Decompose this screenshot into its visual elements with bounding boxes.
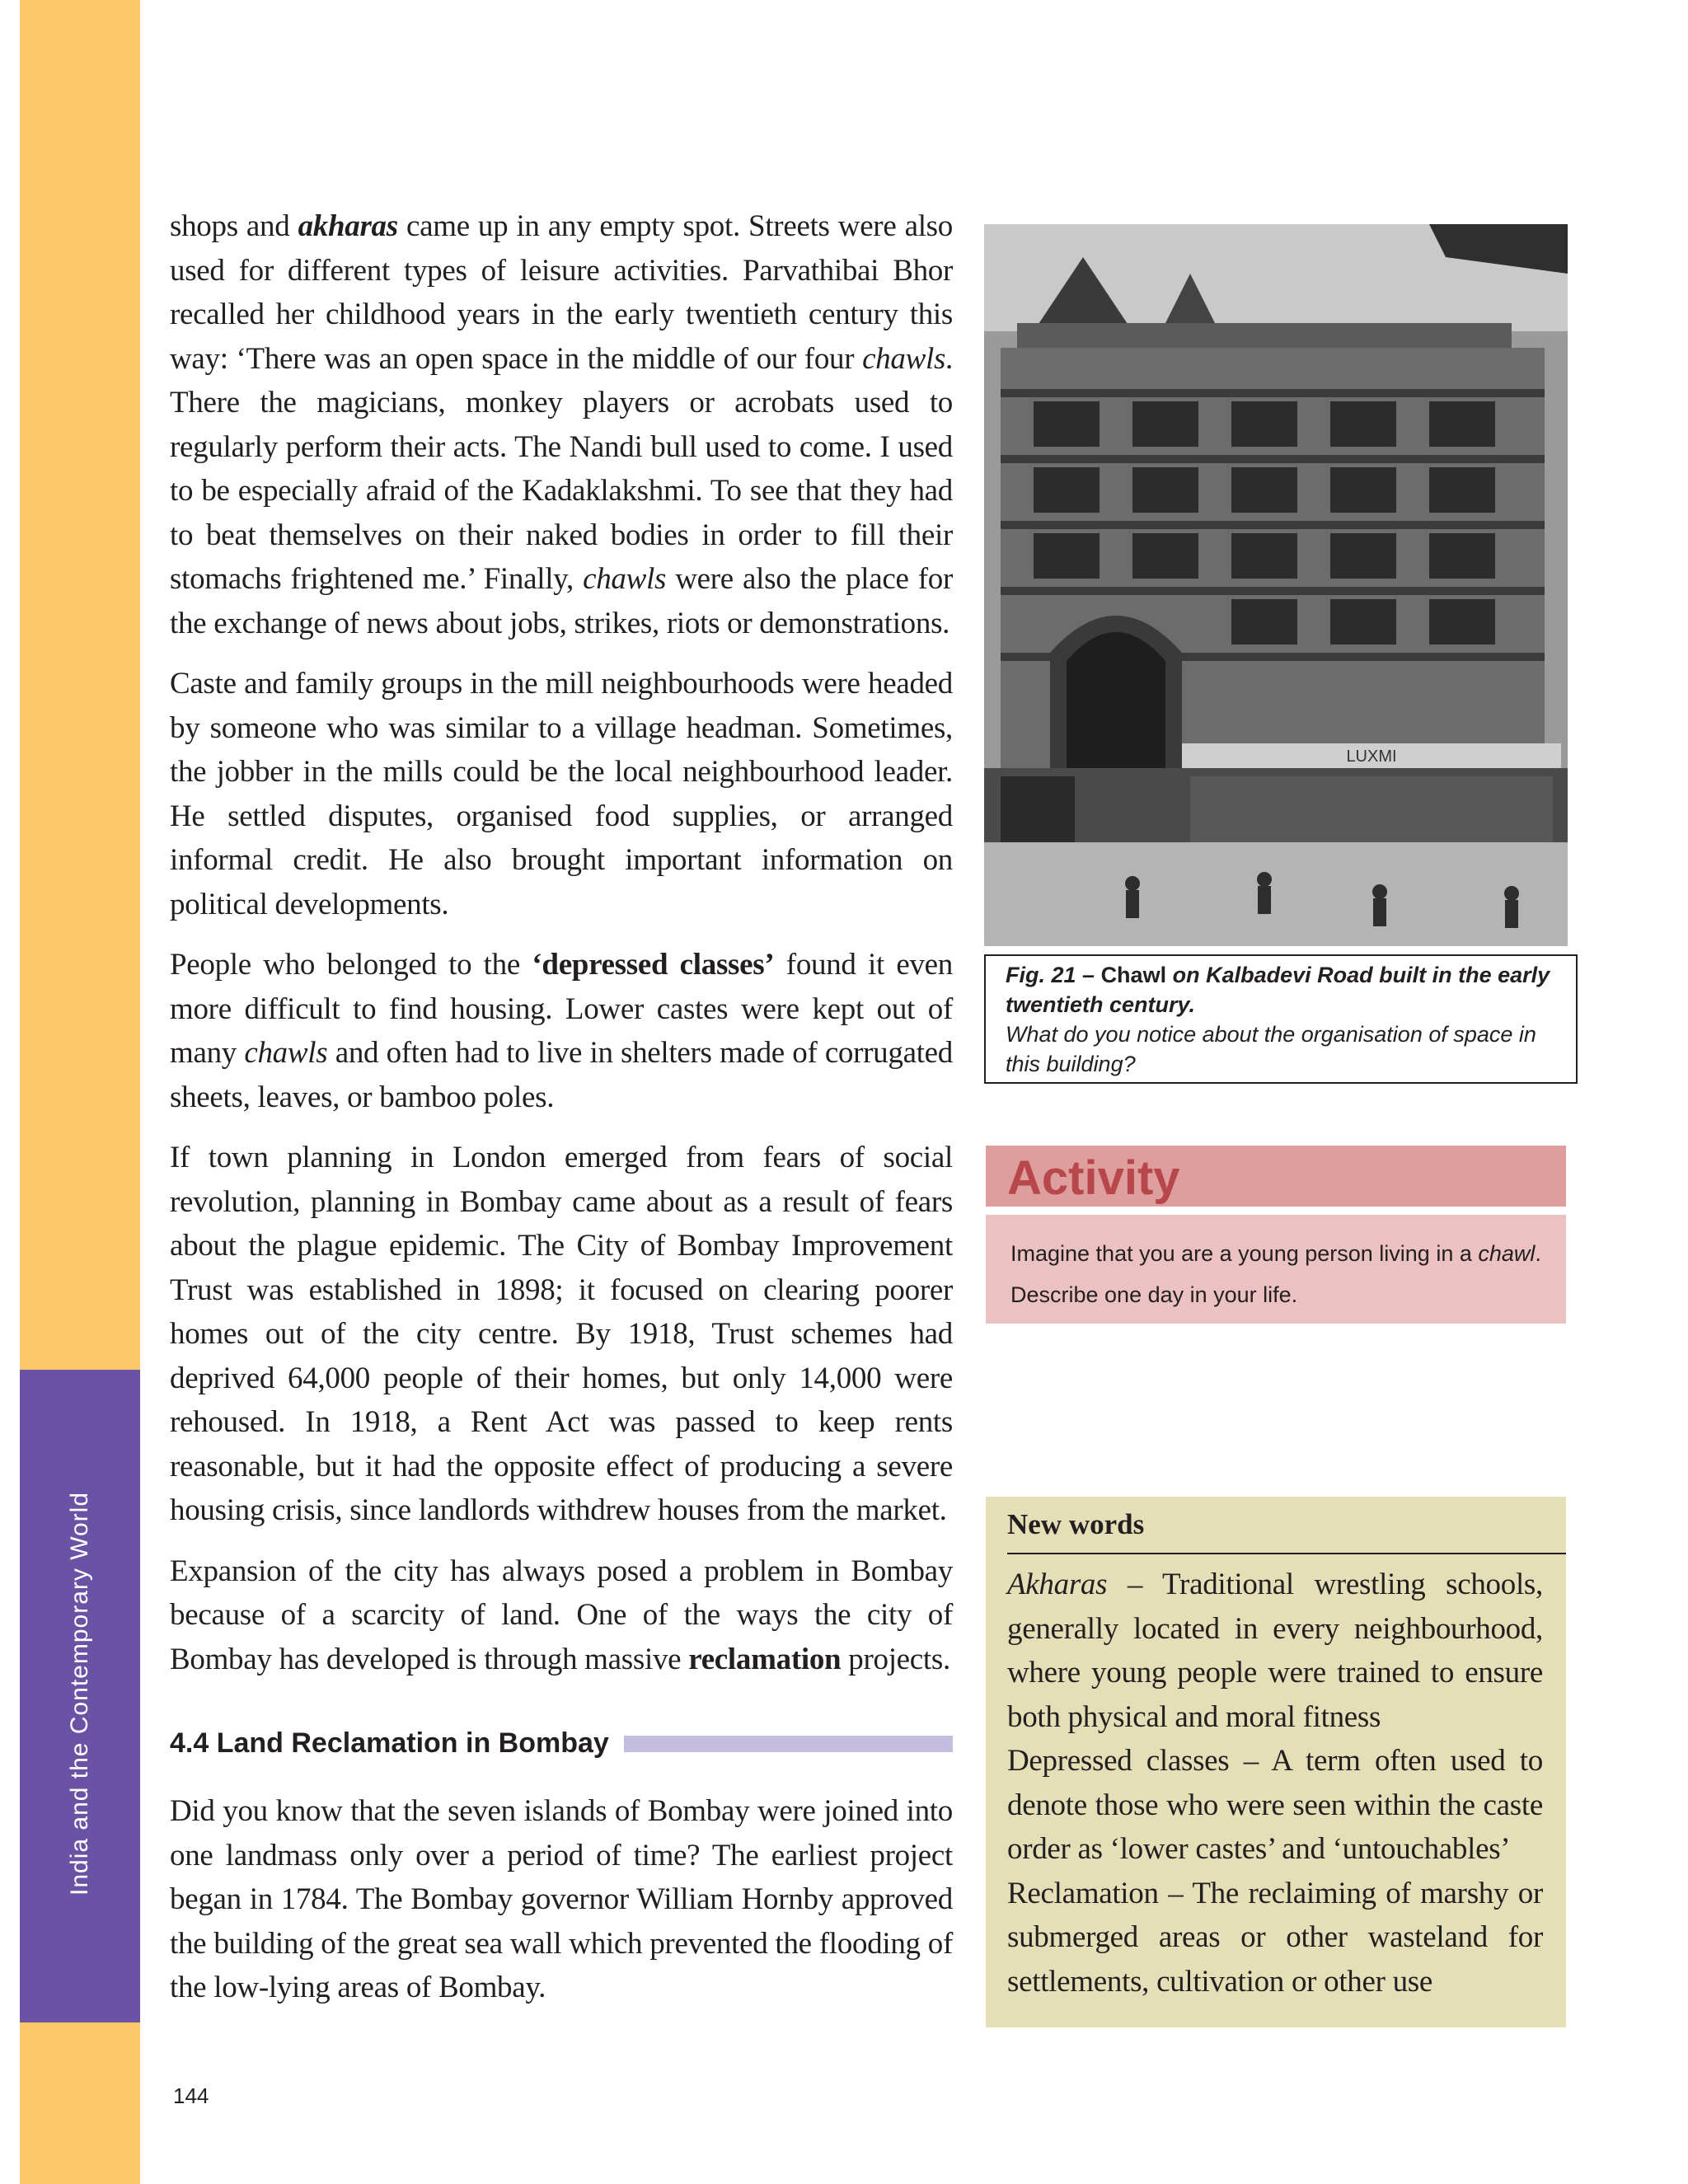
text-run: were also the place for the exchange of news about jobs, strikes, riots or demonstrations.	[170, 562, 953, 640]
new-word-definition: – The reclaiming of marshy or submerged areas or other wasteland for settlements, cultivation or other use	[1007, 1876, 1543, 1999]
activity-title: Activity	[986, 1146, 1566, 1207]
figure-number: Fig. 21 –	[1006, 963, 1095, 987]
figure-caption	[984, 954, 1578, 1084]
term-chawls: chawls	[583, 562, 667, 596]
new-word-term: Reclamation	[1007, 1876, 1159, 1910]
photo-shop-sign: LUXMI	[1346, 748, 1397, 766]
new-word-term: Depressed classes	[1007, 1744, 1230, 1778]
text-run: . Describe one day in your life.	[1010, 1241, 1541, 1307]
chawl-photo-illustration	[984, 224, 1568, 946]
paragraph-2: Caste and family groups in the mill neighbourhoods were headed by someone who was similar to a village headman. Sometimes, the jobber in the mills could be the local neighbourhood leader. He settled disputes, organised food supplies, or arranged informal credit. He also brought important information on political developments.	[170, 667, 953, 921]
section-heading-text: 4.4 Land Reclamation in Bombay	[170, 1727, 609, 1759]
new-word-definition: – A term often used to denote those who were seen within the caste order as ‘lower castes’ and ‘untouchables’	[1007, 1744, 1543, 1866]
page-number: 144	[173, 2083, 209, 2108]
caption-question: What do you notice about the organisation of space in this building?	[1006, 1022, 1536, 1076]
term-reclamation: reclamation	[688, 1642, 842, 1676]
paragraph-6: Did you know that the seven islands of Bombay were joined into one landmass only over a period of time? The earliest project began in 1784. The Bombay governor William Hornby approved the building of the great sea wall which prevented the flooding of the low-lying areas of Bombay.	[170, 1794, 953, 2004]
activity-body	[986, 1215, 1566, 1324]
term-chawl: chawl	[1478, 1241, 1536, 1266]
new-words-title: New words	[1007, 1497, 1566, 1554]
text-run: found it even more difficult to find housing. Lower castes were kept out of many	[170, 948, 953, 1070]
text-run: . There the magicians, monkey players or acrobats used to regularly perform their acts. The Nandi bull used to come. I used to be especially afraid of the Kadaklakshmi. To see that they had to beat themselves on their naked bodies in order to fill their stomachs frightened me.’ Finally,	[170, 341, 953, 596]
text-run: projects.	[841, 1642, 950, 1676]
new-word-term: Akharas	[1007, 1568, 1108, 1601]
new-word-entry	[1007, 1563, 1543, 1739]
text-run: Expansion of the city has always posed a problem in Bombay because of a scarcity of land. One of the ways the city of Bombay has developed is through massive	[170, 1554, 953, 1676]
text-run: People who belonged to the	[170, 948, 532, 982]
paragraph-5	[170, 1549, 953, 1682]
text-run: shops and	[170, 209, 298, 243]
new-word-definition: – Traditional wrestling schools, generally located in every neighbourhood, where young people were trained to ensure both physical and moral fitness	[1007, 1568, 1543, 1734]
new-words-list	[986, 1554, 1566, 2004]
term-depressed-classes: ‘depressed classes’	[532, 948, 775, 982]
new-words-box	[986, 1497, 1566, 2027]
chawl-photo	[984, 224, 1568, 946]
text-run: came up in any empty spot. Streets were also used for different types of leisure activities. Parvathibai Bhor recalled her childhood years in the early twentieth century this way: ‘There was an open space in the middle of our four	[170, 209, 953, 376]
section-heading	[170, 1727, 953, 1760]
book-title-vertical: India and the Contemporary World	[66, 1491, 93, 1896]
term-chawls: chawls	[862, 341, 946, 376]
caption-chawl: Chawl	[1100, 963, 1167, 987]
caption-description: on Kalbadevi Road built in the early twentieth century.	[1006, 963, 1550, 1017]
term-akharas: akharas	[298, 209, 398, 243]
text-run: Imagine that you are a young person living in a	[1010, 1241, 1479, 1266]
main-column	[170, 204, 953, 2027]
paragraph-4: If town planning in London emerged from fears of social revolution, planning in Bombay came about as a result of fears about the plague epidemic. The City of Bombay Improvement Trust was established in 1898; it focused on clearing poorer homes out of the city centre. By 1918, Trust schemes had deprived 64,000 people of their homes, but only 14,000 were rehoused. In 1918, a Rent Act was passed to keep rents reasonable, but it had the opposite effect of producing a severe housing crisis, since landlords withdrew houses from the market.	[170, 1141, 953, 1527]
new-word-entry	[1007, 1872, 1543, 2004]
new-word-entry	[1007, 1739, 1543, 1872]
text-run: and often had to live in shelters made of corrugated sheets, leaves, or bamboo poles.	[170, 1036, 954, 1114]
section-heading-rule	[624, 1736, 953, 1752]
term-chawls: chawls	[244, 1036, 328, 1070]
paragraph-3	[170, 943, 953, 1119]
paragraph-1	[170, 204, 953, 645]
